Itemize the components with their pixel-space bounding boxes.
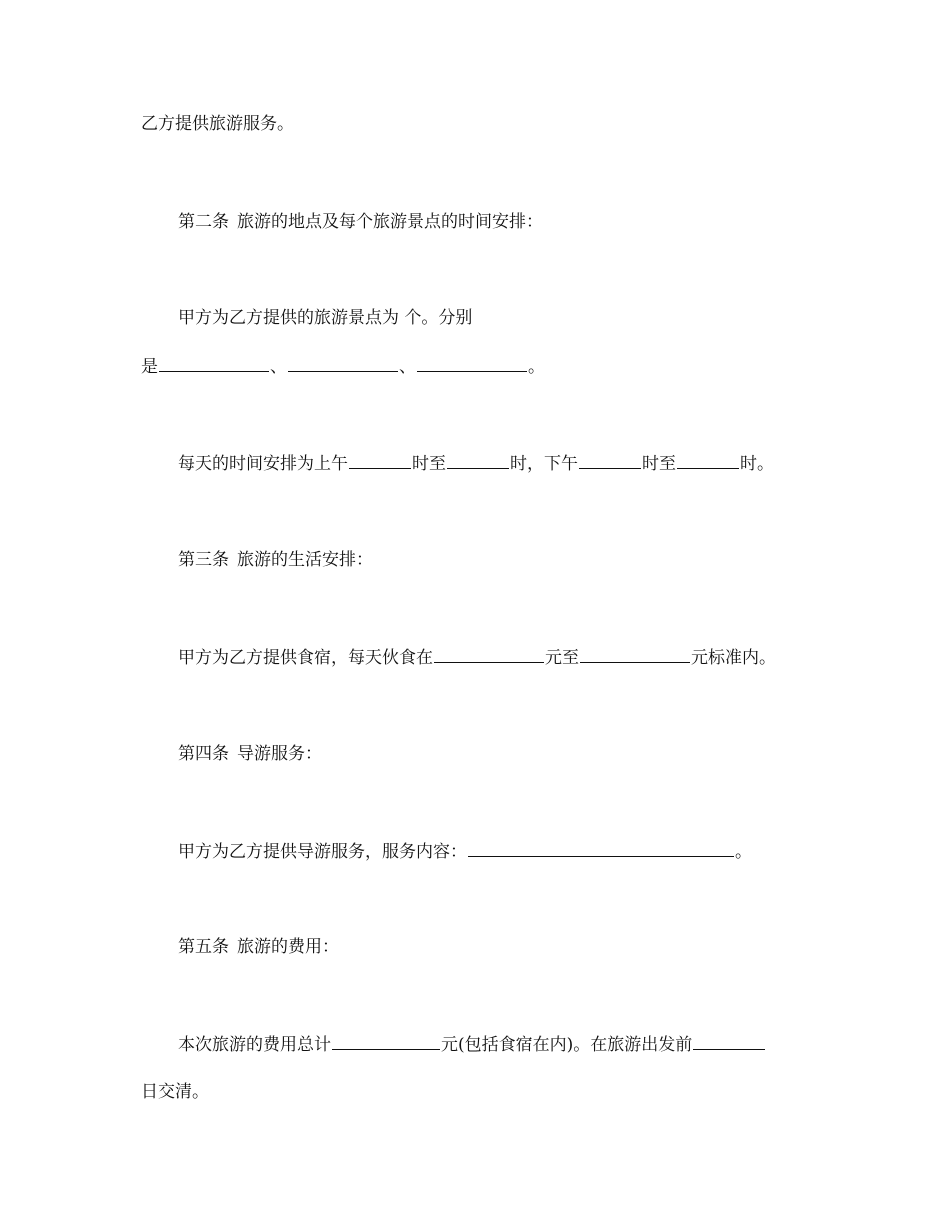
article-number: 第三条 xyxy=(178,550,229,570)
fill-blank[interactable] xyxy=(434,645,544,663)
paragraph-spots xyxy=(178,306,472,330)
paragraph-text: 是 xyxy=(141,357,158,377)
paragraph-service xyxy=(141,112,294,136)
fill-blank[interactable] xyxy=(693,1032,765,1050)
article-2-heading xyxy=(178,210,543,234)
fill-blank[interactable] xyxy=(677,451,739,469)
paragraph-text: 乙方提供旅游服务。 xyxy=(141,114,294,134)
fill-blank[interactable] xyxy=(349,451,411,469)
paragraph-food: 甲方为乙方提供食宿，每天伙食在 元至 元标准内。 xyxy=(178,645,776,670)
paragraph-guide: 甲方为乙方提供导游服务，服务内容： 。 xyxy=(178,839,752,864)
paragraph-spots-cont: 是 、 、 。 xyxy=(141,354,545,379)
fill-blank[interactable] xyxy=(447,451,509,469)
paragraph-daily-schedule: 每天的时间安排为上午 时至 时，下午 时至 时。 xyxy=(178,451,774,476)
article-5-heading xyxy=(178,935,339,959)
fill-blank[interactable] xyxy=(332,1032,440,1050)
fill-blank[interactable] xyxy=(417,354,527,372)
fill-blank[interactable] xyxy=(579,451,641,469)
article-number: 第二条 xyxy=(178,212,229,232)
fill-blank[interactable] xyxy=(288,354,398,372)
paragraph-fee: 本次旅游的费用总计 元(包括食宿在内)。在旅游出发前 xyxy=(178,1032,766,1057)
article-number: 第五条 xyxy=(178,937,229,957)
fill-blank[interactable] xyxy=(159,354,269,372)
article-title: 旅游的地点及每个旅游景点的时间安排： xyxy=(237,212,543,232)
paragraph-fee-cont: 日交清。 xyxy=(141,1082,209,1102)
article-title: 导游服务： xyxy=(237,744,322,764)
article-4-heading xyxy=(178,742,322,766)
fill-blank[interactable] xyxy=(580,645,690,663)
article-3-heading xyxy=(178,548,373,572)
article-title: 旅游的费用： xyxy=(237,937,339,957)
article-title: 旅游的生活安排： xyxy=(237,550,373,570)
paragraph-text: 甲方为乙方提供的旅游景点为 个。分别 xyxy=(178,308,473,328)
article-number: 第四条 xyxy=(178,744,229,764)
fill-blank[interactable] xyxy=(468,839,734,857)
